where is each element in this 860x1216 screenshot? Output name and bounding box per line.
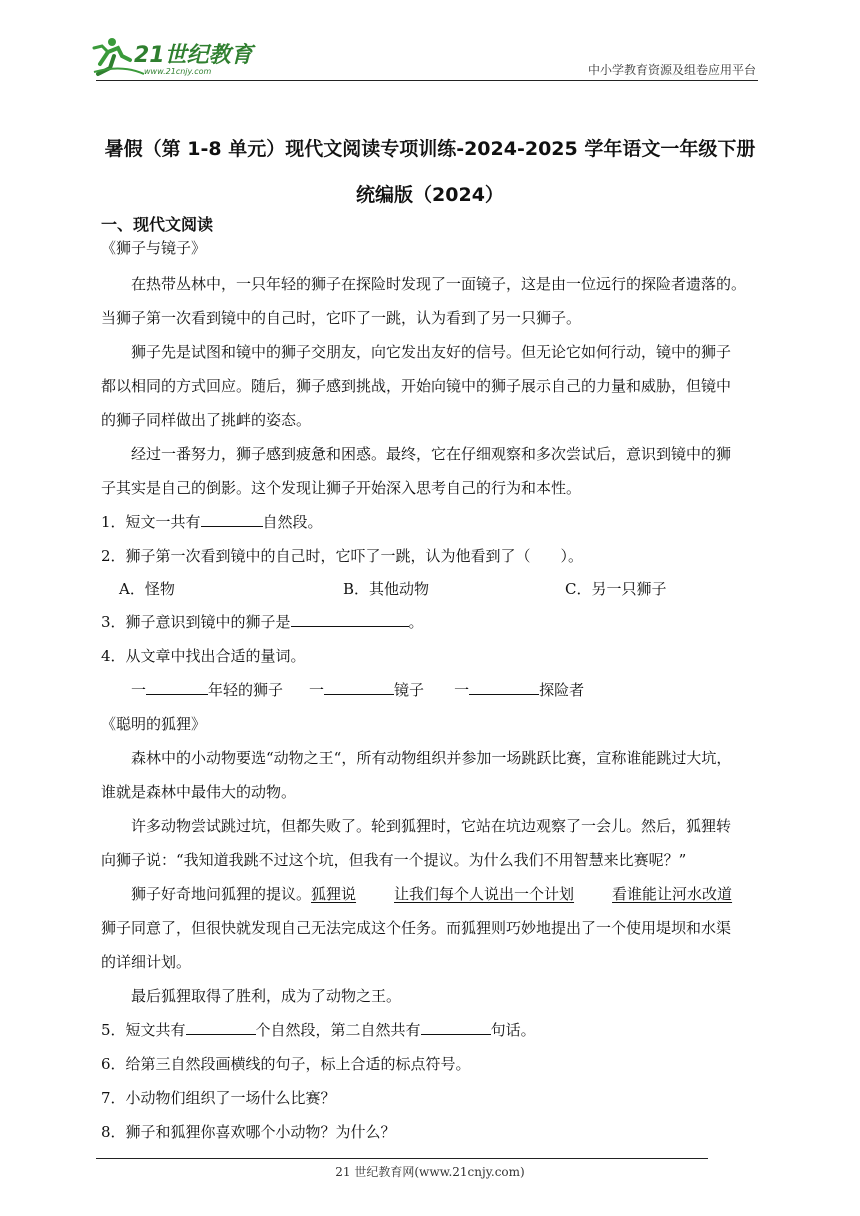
logo-url: www.21cnjy.com [144,67,212,76]
document-title-line2: 统编版（2024） [356,184,504,206]
passage2-text: 许多动物尝试跳过坑，但都失败了。轮到狐狸时，它站在坑边观察了一会儿。然后，狐狸转 [131,817,732,835]
logo-text: 21世纪教育 [134,43,253,68]
passage2-text: 谁就是森林中最伟大的动物。 [101,783,297,801]
answer-blank[interactable] [291,611,409,627]
question-7: 7．小动物们组织了一场什么比赛？ [101,1089,336,1107]
passage1-text: 狮子先是试图和镜中的狮子交朋友，向它发出友好的信号。但无论它如何行动，镜中的狮子 [131,343,732,361]
underlined-sentence: 狐狸说 让我们每个人说出一个计划 看谁能让河水改道 [311,885,733,903]
passage2-text: 的详细计划。 [101,953,192,971]
header-tagline: 中小学教育资源及组卷应用平台 [587,63,756,77]
question-8: 8．狮子和狐狸你喜欢哪个小动物？为什么？ [101,1123,396,1141]
passage2-text: 森林中的小动物要选“动物之王“，所有动物组织并参加一场跳跃比赛，宣称谁能跳过大坑， [131,749,732,767]
answer-blank[interactable] [469,679,539,695]
option-b[interactable]: B．其他动物 [343,580,430,598]
answer-blank[interactable] [146,679,208,695]
document-title: 暑假（第 1-8 单元）现代文阅读专项训练-2024-2025 学年语文一年级下册 [104,138,756,160]
option-a[interactable]: A．怪物 [119,580,175,598]
question-5: 5．短文共有 个自然段，第二自然共有 句话。 [101,1021,536,1039]
answer-blank[interactable] [186,1019,256,1035]
footer-divider [96,1158,708,1159]
passage2-title: 《聪明的狐狸》 [101,715,207,733]
answer-blank[interactable] [421,1019,491,1035]
question-1: 1．短文一共有 自然段。 [101,513,323,531]
answer-blank[interactable] [324,679,394,695]
passage2-text: 向狮子说：“我知道我跳不过这个坑，但我有一个提议。为什么我们不用智慧来比赛呢？” [101,851,687,869]
passage1-title: 《狮子与镜子》 [101,239,207,257]
passage1-text: 的狮子同样做出了挑衅的姿态。 [101,411,312,429]
passage1-text: 当狮子第一次看到镜中的自己时，它吓了一跳，认为看到了另一只狮子。 [101,309,582,327]
section-heading: 一、现代文阅读 [101,215,214,234]
footer-text: 21 世纪教育网(www.21cnjy.com) [335,1165,525,1179]
passage1-text: 都以相同的方式回应。随后，狮子感到挑战，开始向镜中的狮子展示自己的力量和威胁，但镜中 [101,377,732,395]
question-2: 2．狮子第一次看到镜中的自己时，它吓了一跳，认为他看到了（ ）。 [101,547,584,565]
passage1-text: 经过一番努力，狮子感到疲惫和困惑。最终，它在仔细观察和多次尝试后，意识到镜中的狮 [131,445,732,463]
passage2-text: 最后狐狸取得了胜利，成为了动物之王。 [131,987,402,1005]
question-6: 6．给第三自然段画横线的句子，标上合适的标点符号。 [101,1055,471,1073]
question-4: 4．从文章中找出合适的量词。 [101,647,306,665]
passage1-text: 在热带丛林中，一只年轻的狮子在探险时发现了一面镜子，这是由一位远行的探险者遗落的。 [131,275,747,293]
answer-blank[interactable] [201,511,263,527]
header-divider [96,80,758,81]
passage2-text: 狮子同意了，但很快就发现自己无法完成这个任务。而狐狸则巧妙地提出了一个使用堤坝和水渠 [101,919,732,937]
site-logo [92,34,262,80]
question-4-blanks: 一 年轻的狮子 一 镜子 一 探险者 [131,681,585,699]
passage1-text: 子其实是自己的倒影。这个发现让狮子开始深入思考自己的行为和本性。 [101,479,582,497]
option-c[interactable]: C．另一只狮子 [565,580,667,598]
question-3: 3．狮子意识到镜中的狮子是 。 [101,613,424,631]
passage2-text: 狮子好奇地问狐狸的提议。狐狸说 让我们每个人说出一个计划 看谁能让河水改道 [131,885,733,903]
